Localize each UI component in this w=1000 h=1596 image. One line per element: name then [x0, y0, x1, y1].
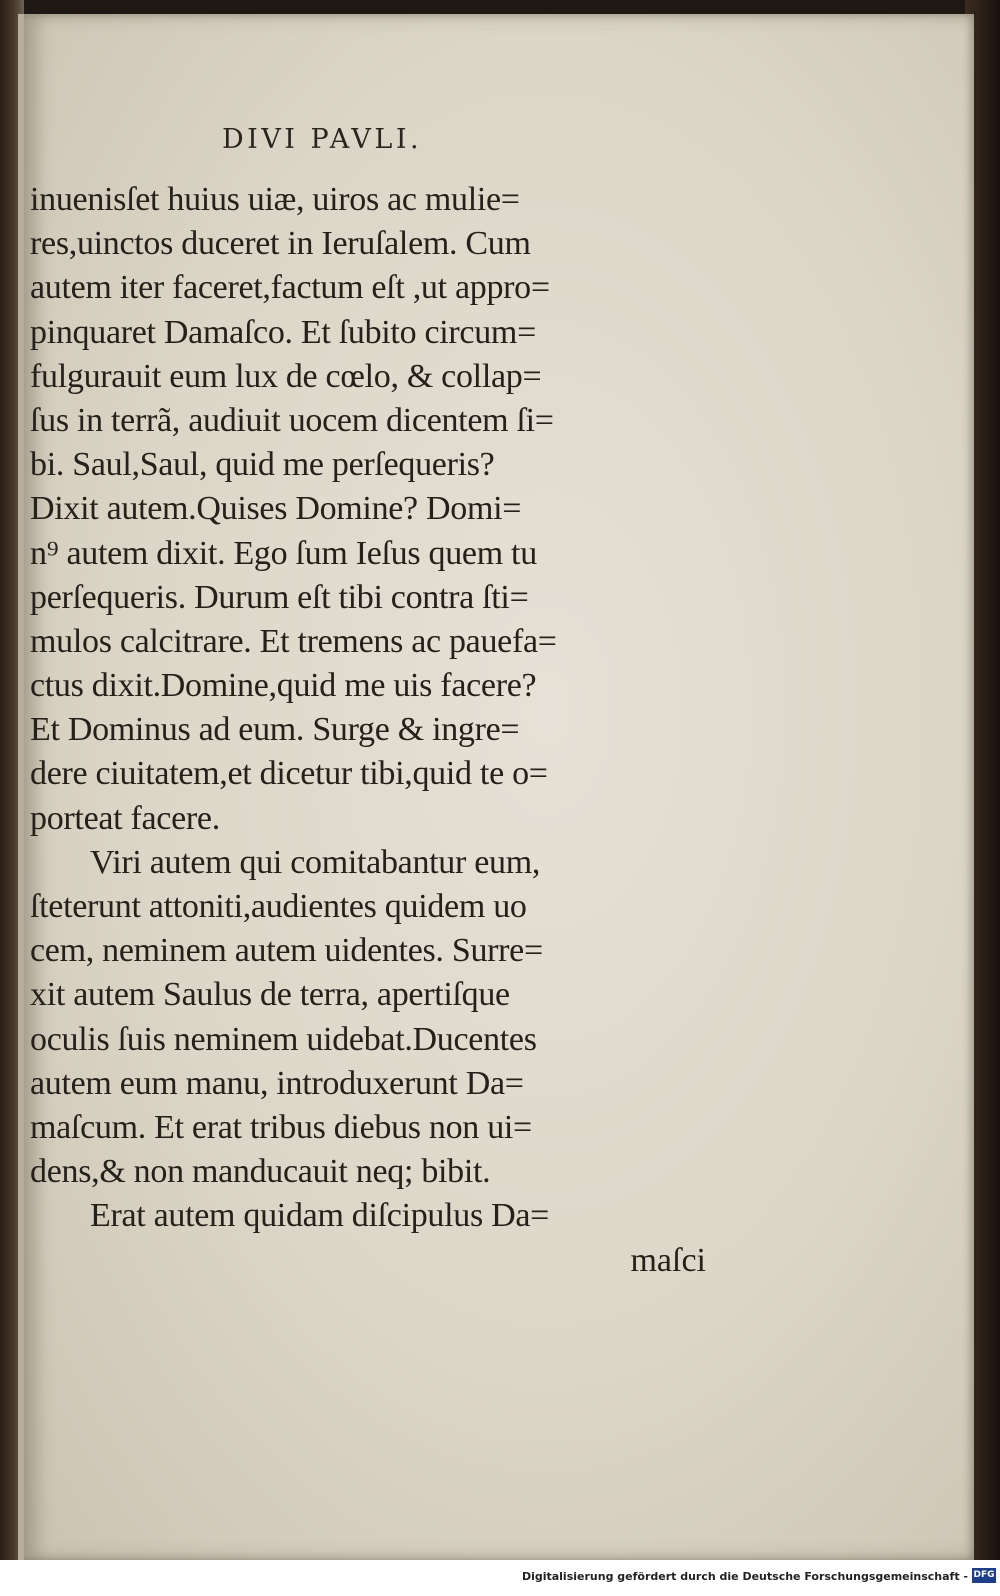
text-line: ſteterunt attoniti,audientes quidem uo	[30, 888, 527, 925]
text-line: autem iter faceret,factum eſt ,ut appro=	[30, 269, 550, 307]
text-line: dere ciuitatem,et dicetur tibi,quid te o=	[30, 755, 548, 793]
paragraph-start-line: Viri autem qui comitabantur eum,	[90, 843, 541, 881]
text-line: autem eum manu, introduxerunt Da=	[30, 1064, 524, 1102]
text-line: dens,& non manducauit neq; bibit.	[30, 1153, 491, 1191]
text-line: ſus in terrã, audiuit uocem dicentem ſi=	[30, 401, 554, 439]
text-line: porteat facere.	[30, 799, 220, 837]
text-line: res,uinctos duceret in Ieruſalem. Cum	[30, 225, 531, 263]
footer-credit: Digitalisierung gefördert durch die Deutsche Forschungsgemeinschaft -	[521, 1570, 968, 1583]
text-line: ctus dixit.Domine,quid me uis facere?	[30, 667, 537, 705]
text-line: maſcum. Et erat tribus diebus non ui=	[30, 1108, 532, 1146]
footer-bar	[0, 1560, 1000, 1596]
paragraph-start-line: Erat autem quidam diſcipulus Da=	[90, 1197, 550, 1235]
text-block	[30, 178, 710, 1283]
text-line: bi. Saul,Saul, quid me perſequeris?	[30, 446, 495, 484]
text-line: Et Dominus ad eum. Surge & ingre=	[30, 711, 520, 749]
text-line: fulgurauit eum lux de cœlo, & collap=	[30, 357, 542, 395]
text-line: mulos calcitrare. Et tremens ac pauefa=	[30, 622, 557, 660]
catchword: maſci	[630, 1241, 706, 1279]
dfg-logo-icon: DFG	[972, 1568, 996, 1583]
text-line: Dixit autem.Quises Domine? Domi=	[30, 490, 522, 528]
text-line: cem, neminem autem uidentes. Surre=	[30, 932, 543, 970]
text-line: inuenisſet huius uiæ, uiros ac mulie=	[30, 181, 520, 218]
text-line: pinquaret Damaſco. Et ſubito circum=	[30, 313, 536, 351]
running-head: DIVI PAVLI.	[222, 124, 423, 155]
text-line: oculis ſuis neminem uidebat.Ducentes	[30, 1020, 537, 1058]
text-line: n⁹ autem dixit. Ego ſum Ieſus quem tu	[30, 534, 537, 572]
text-line: perſequeris. Durum eſt tibi contra ſti=	[30, 578, 529, 616]
text-line: xit autem Saulus de terra, apertiſque	[30, 976, 510, 1014]
